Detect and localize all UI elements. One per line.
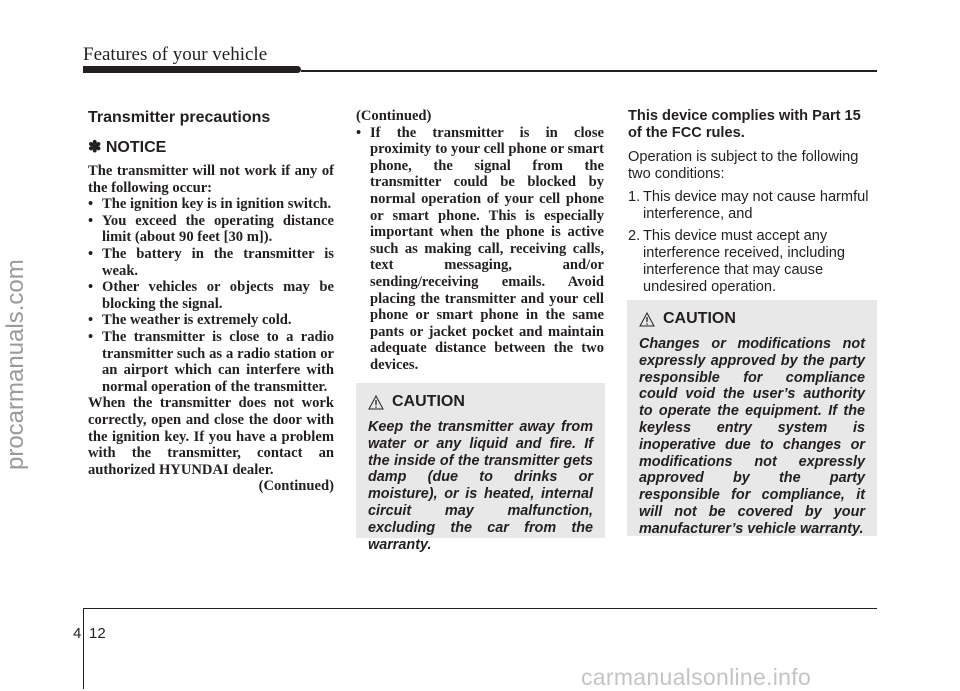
column-1: [88, 108, 334, 495]
footer-rule: [83, 608, 877, 609]
notice-bullet: • You exceed the operating distance limit (about 90 feet [30 m]).: [88, 213, 334, 246]
caution-body: Keep the transmitter away from water or any liquid and fire. If the inside of the transmitter gets damp (due to drinks or moisture), or is heated, internal circuit may malfunction, excluding the car from the warranty.: [368, 419, 593, 553]
caution-body: Changes or modifications not expressly approved by the party responsible for compliance could void the user’s authority to operate the equipment. If the keyless entry system is inoperative due to changes or modifications not expressly approved by the party responsible for compliance, it will not be covered by your manufacturer’s vehicle warranty.: [639, 336, 865, 537]
notice-bullet-list: [356, 125, 604, 374]
notice-bullet: • Other vehicles or objects may be blocking the signal.: [88, 279, 334, 312]
caution-box-transmitter: [356, 383, 605, 553]
notice-continued-body: [356, 108, 604, 374]
condition-number: 1.: [628, 189, 641, 205]
continued-label: (Continued): [356, 108, 432, 124]
notice-bullet-list: [88, 196, 334, 395]
section-heading: Transmitter precautions: [88, 109, 271, 126]
caution-box-fcc: [627, 300, 877, 536]
notice-bullet: • The ignition key is in ignition switch.: [88, 196, 334, 213]
notice-bullet: • The battery in the transmitter is weak.: [88, 246, 334, 279]
caution-title: CAUTION: [663, 310, 736, 327]
condition-text: This device must accept any interference received, including interference that may cause undesired operation.: [643, 228, 845, 295]
fcc-conditions-list: [628, 189, 878, 296]
notice-paragraph: When the transmitter does not work correctly, open and close the door with the ignition key. If you have a problem with the transmitter, contact an authorized HYUNDAI dealer.: [88, 395, 334, 478]
caution-title: CAUTION: [392, 393, 465, 410]
continued-label: (Continued): [258, 478, 334, 495]
side-watermark: procarmanuals.com: [2, 259, 29, 470]
notice-label: ✽ NOTICE: [88, 139, 167, 156]
footer-divider: [83, 608, 84, 689]
bottom-watermark: carmanualsonline.info: [581, 664, 812, 690]
warning-triangle-icon: [639, 312, 655, 327]
notice-intro: The transmitter will not work if any of the following occur:: [88, 163, 334, 196]
caution-header: [639, 310, 865, 328]
fcc-intro: Operation is subject to the following two conditions:: [628, 149, 859, 182]
notice-bullet: • If the transmitter is in close proximity to your cell phone or smart phone, the signal from the transmitter could be blocked by normal operation of your cell phone or smart phone. This is especially important when the phone is active such as making call, receiving calls, text messaging, and/or sending/receiving emails. Avoid placing the transmitter and your cell phone or smart phone in the same pants or jacket pocket and maintain adequate distance between the two devices.: [356, 125, 604, 374]
warning-triangle-icon: [368, 395, 384, 410]
notice-body: [88, 163, 334, 495]
section-number: 4: [73, 625, 82, 642]
condition-number: 2.: [628, 228, 641, 244]
condition-text: This device may not cause harmful interference, and: [643, 189, 869, 222]
fcc-condition: [628, 189, 878, 223]
column-3: [628, 108, 878, 301]
caution-header: [368, 393, 593, 411]
notice-bullet: • The weather is extremely cold.: [88, 312, 334, 329]
column-2: [356, 108, 604, 374]
header-rule-thick: [83, 66, 301, 73]
page-header-title: Features of your vehicle: [83, 44, 268, 65]
page-number: 12: [89, 625, 106, 642]
fcc-condition: [628, 228, 878, 296]
header-rule-thin: [301, 70, 877, 72]
notice-bullet: • The transmitter is close to a radio transmitter such as a radio station or an airport which can interfere with normal operation of the transmitter.: [88, 329, 334, 395]
fcc-heading: This device complies with Part 15 of the FCC rules.: [628, 108, 861, 141]
